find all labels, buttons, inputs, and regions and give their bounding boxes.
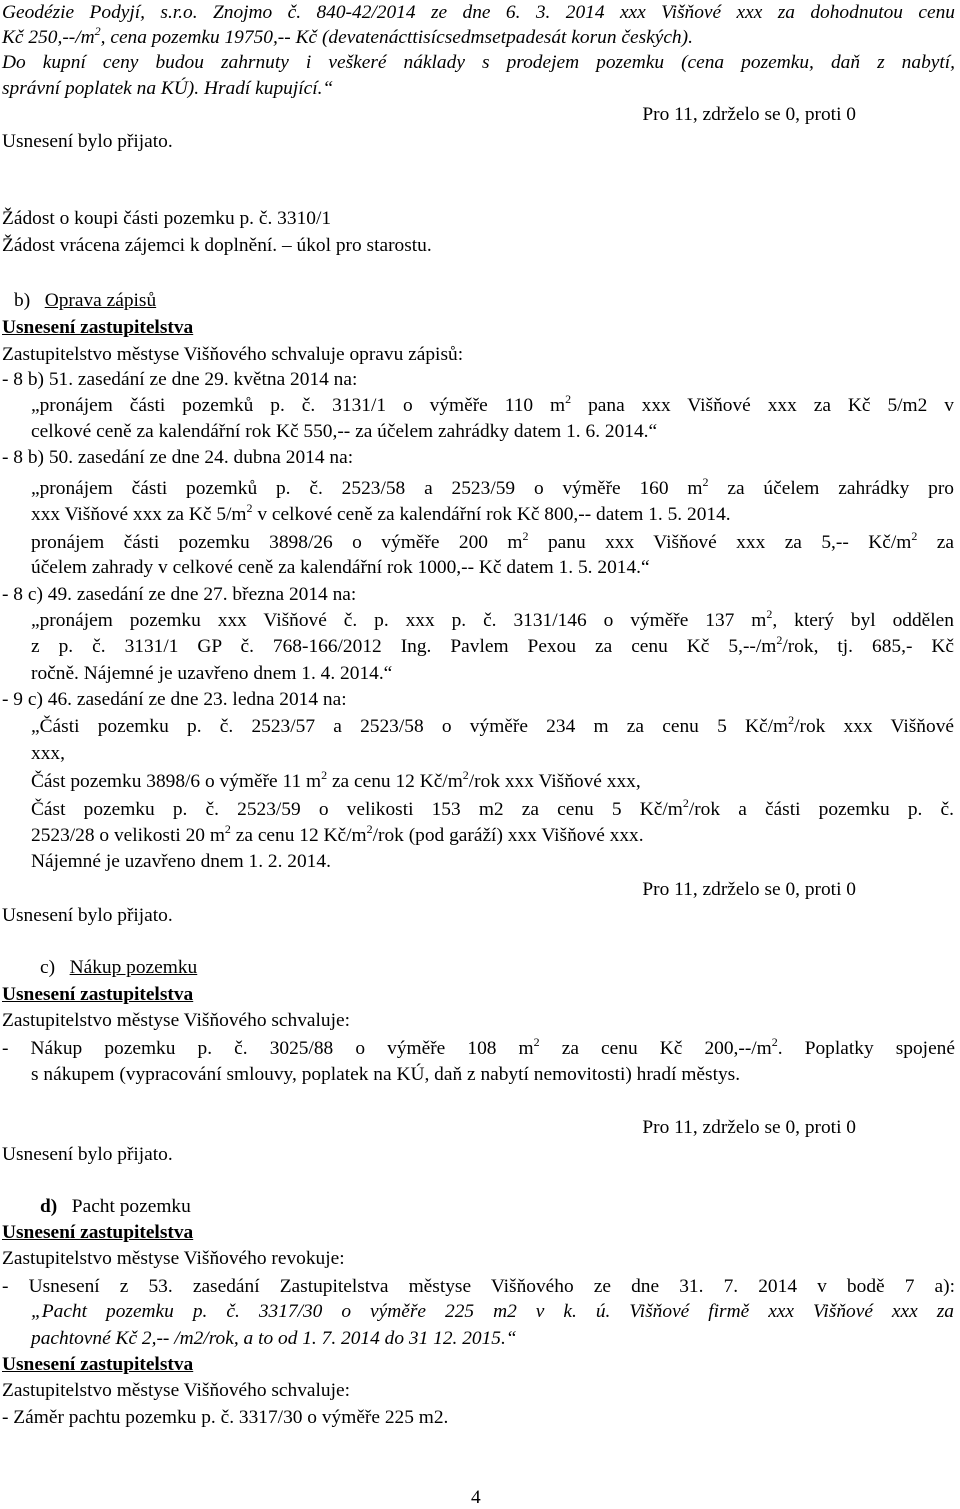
list-item: - 8 b) 50. zasedání ze dne 24. dubna 2014 na:	[2, 447, 354, 468]
text-line: Zastupitelstvo městyse Višňového schvaluje:	[2, 1010, 350, 1031]
text-line: účelem zahrady v celkové ceně za kalendářní rok 1000,-- Kč datem 1. 5. 2014.“	[31, 557, 650, 578]
text-line: Geodézie Podyjí, s.r.o. Znojmo č. 840-42/2014 ze dne 6. 3. 2014 xxx Višňové xxx za dohodnutou cenu	[2, 2, 955, 23]
list-item: - 8 b) 51. zasedání ze dne 29. května 2014 na:	[2, 369, 358, 390]
text-line: správní poplatek na KÚ). Hradí kupující.“	[2, 78, 334, 99]
text-line: „pronájem části pozemků p. č. 3131/1 o výměře 110 $m^2$ pana xxx Višňové xxx za Kč 5/m2 v	[31, 392, 954, 416]
text-line: Zastupitelstvo městyse Višňového schvaluje opravu zápisů:	[2, 344, 464, 365]
resolution-status: Usnesení bylo přijato.	[2, 905, 173, 926]
vote-result: Pro 11, zdrželo se 0, proti 0	[642, 104, 856, 125]
text-line: „Části pozemku p. č. 2523/57 a 2523/58 o výměře 234 m za cenu 5 $Kč/m^2$/rok xxx Višňové	[31, 713, 954, 737]
section-heading: b) Oprava zápisů	[14, 290, 157, 311]
resolution-heading: Usnesení zastupitelstva	[2, 317, 194, 338]
text-line: s nákupem (vypracování smlouvy, poplatek na KÚ, daň z nabytí nemovitosti) hradí městys.	[31, 1064, 741, 1085]
text-line: „Pacht pozemku p. č. 3317/30 o výměře 225 m2 v k. ú. Višňové firmě xxx Višňové xxx za	[31, 1301, 954, 1322]
text-line: pronájem části pozemku 3898/26 o výměře 200 $m^2$ panu xxx Višňové xxx za 5,-- $Kč/m^2$ za	[31, 529, 954, 553]
list-item: - 8 c) 49. zasedání ze dne 27. března 2014 na:	[2, 584, 357, 605]
section-heading: c) Nákup pozemku	[40, 957, 198, 978]
text-line: pachtovné Kč 2,-- /m2/rok, a to od 1. 7. 2014 do 31 12. 2015.“	[31, 1328, 517, 1349]
text-line: Nájemné je uzavřeno dnem 1. 2. 2014.	[31, 851, 331, 872]
vote-result: Pro 11, zdrželo se 0, proti 0	[642, 879, 856, 900]
resolution-heading: Usnesení zastupitelstva	[2, 1354, 194, 1375]
resolution-status: Usnesení bylo přijato.	[2, 1144, 173, 1165]
text-line: Zastupitelstvo městyse Višňového schvaluje:	[2, 1380, 350, 1401]
page-number: 4	[471, 1487, 481, 1508]
text-line: ročně. Nájemné je uzavřeno dnem 1. 4. 2014.“	[31, 663, 393, 684]
text-line: „pronájem části pozemků p. č. 2523/58 a 2523/59 o výměře 160 $m^2$ za účelem zahrádky pro	[31, 475, 954, 499]
text-line: „pronájem pozemku xxx Višňové č. p. xxx p. č. 3131/146 o výměře 137 $m^2$, který byl oddělen	[31, 607, 954, 631]
resolution-heading: Usnesení zastupitelstva	[2, 984, 194, 1005]
resolution-status: Usnesení bylo přijato.	[2, 131, 173, 152]
list-item: - Usnesení z 53. zasedání Zastupitelstva městyse Višňového ze dne 31. 7. 2014 v bodě 7 a):	[2, 1276, 955, 1297]
text-line: Část pozemku 3898/6 o výměře 11 $m^2$ za cenu 12 $Kč/m^2$/rok xxx Višňové xxx,	[31, 768, 641, 792]
text-line: Žádost vrácena zájemci k doplnění. – úkol pro starostu.	[2, 235, 432, 256]
text-line: Do kupní ceny budou zahrnuty i veškeré náklady s prodejem pozemku (cena pozemku, daň z nabytí,	[2, 52, 955, 73]
list-item: - 9 c) 46. zasedání ze dne 23. ledna 2014 na:	[2, 689, 347, 710]
resolution-heading: Usnesení zastupitelstva	[2, 1222, 194, 1243]
text-line: 2523/28 o velikosti 20 $m^2$ za cenu 12 $Kč/m^2$/rok (pod garáží) xxx Višňové xxx.	[31, 822, 644, 846]
text-line: xxx,	[31, 743, 65, 764]
section-heading: d) Pacht pozemku	[40, 1196, 191, 1217]
text-line: Zastupitelstvo městyse Višňového revokuje:	[2, 1248, 345, 1269]
vote-result: Pro 11, zdrželo se 0, proti 0	[642, 1117, 856, 1138]
list-item: - Záměr pachtu pozemku p. č. 3317/30 o výměře 225 m2.	[2, 1407, 449, 1428]
list-item: - Nákup pozemku p. č. 3025/88 o výměře 108 $m^2$ za cenu Kč $200,--/m^2$. Poplatky spojené	[2, 1035, 955, 1059]
text-line: celkové ceně za kalendářní rok Kč 550,-- za účelem zahrádky datem 1. 6. 2014.“	[31, 421, 658, 442]
text-line: Žádost o koupi části pozemku p. č. 3310/1	[2, 208, 332, 229]
text-line: xxx Višňové xxx za Kč $5/m^2$ v celkové ceně za kalendářní rok Kč 800,-- datem 1. 5. 2014.	[31, 501, 731, 525]
text-line: z p. č. 3131/1 GP č. 768-166/2012 Ing. Pavlem Pexou za cenu Kč $5,--/m^2$/rok, tj. 685,- Kč	[31, 633, 954, 657]
text-line: Kč $250,--/m^2$, cena pozemku 19750,-- Kč (devatenácttisícsedmsetpadesát korun českých).	[2, 24, 693, 48]
text-line: Část pozemku p. č. 2523/59 o velikosti 153 m2 za cenu 5 $Kč/m^2$/rok a části pozemku p. č.	[31, 796, 954, 820]
